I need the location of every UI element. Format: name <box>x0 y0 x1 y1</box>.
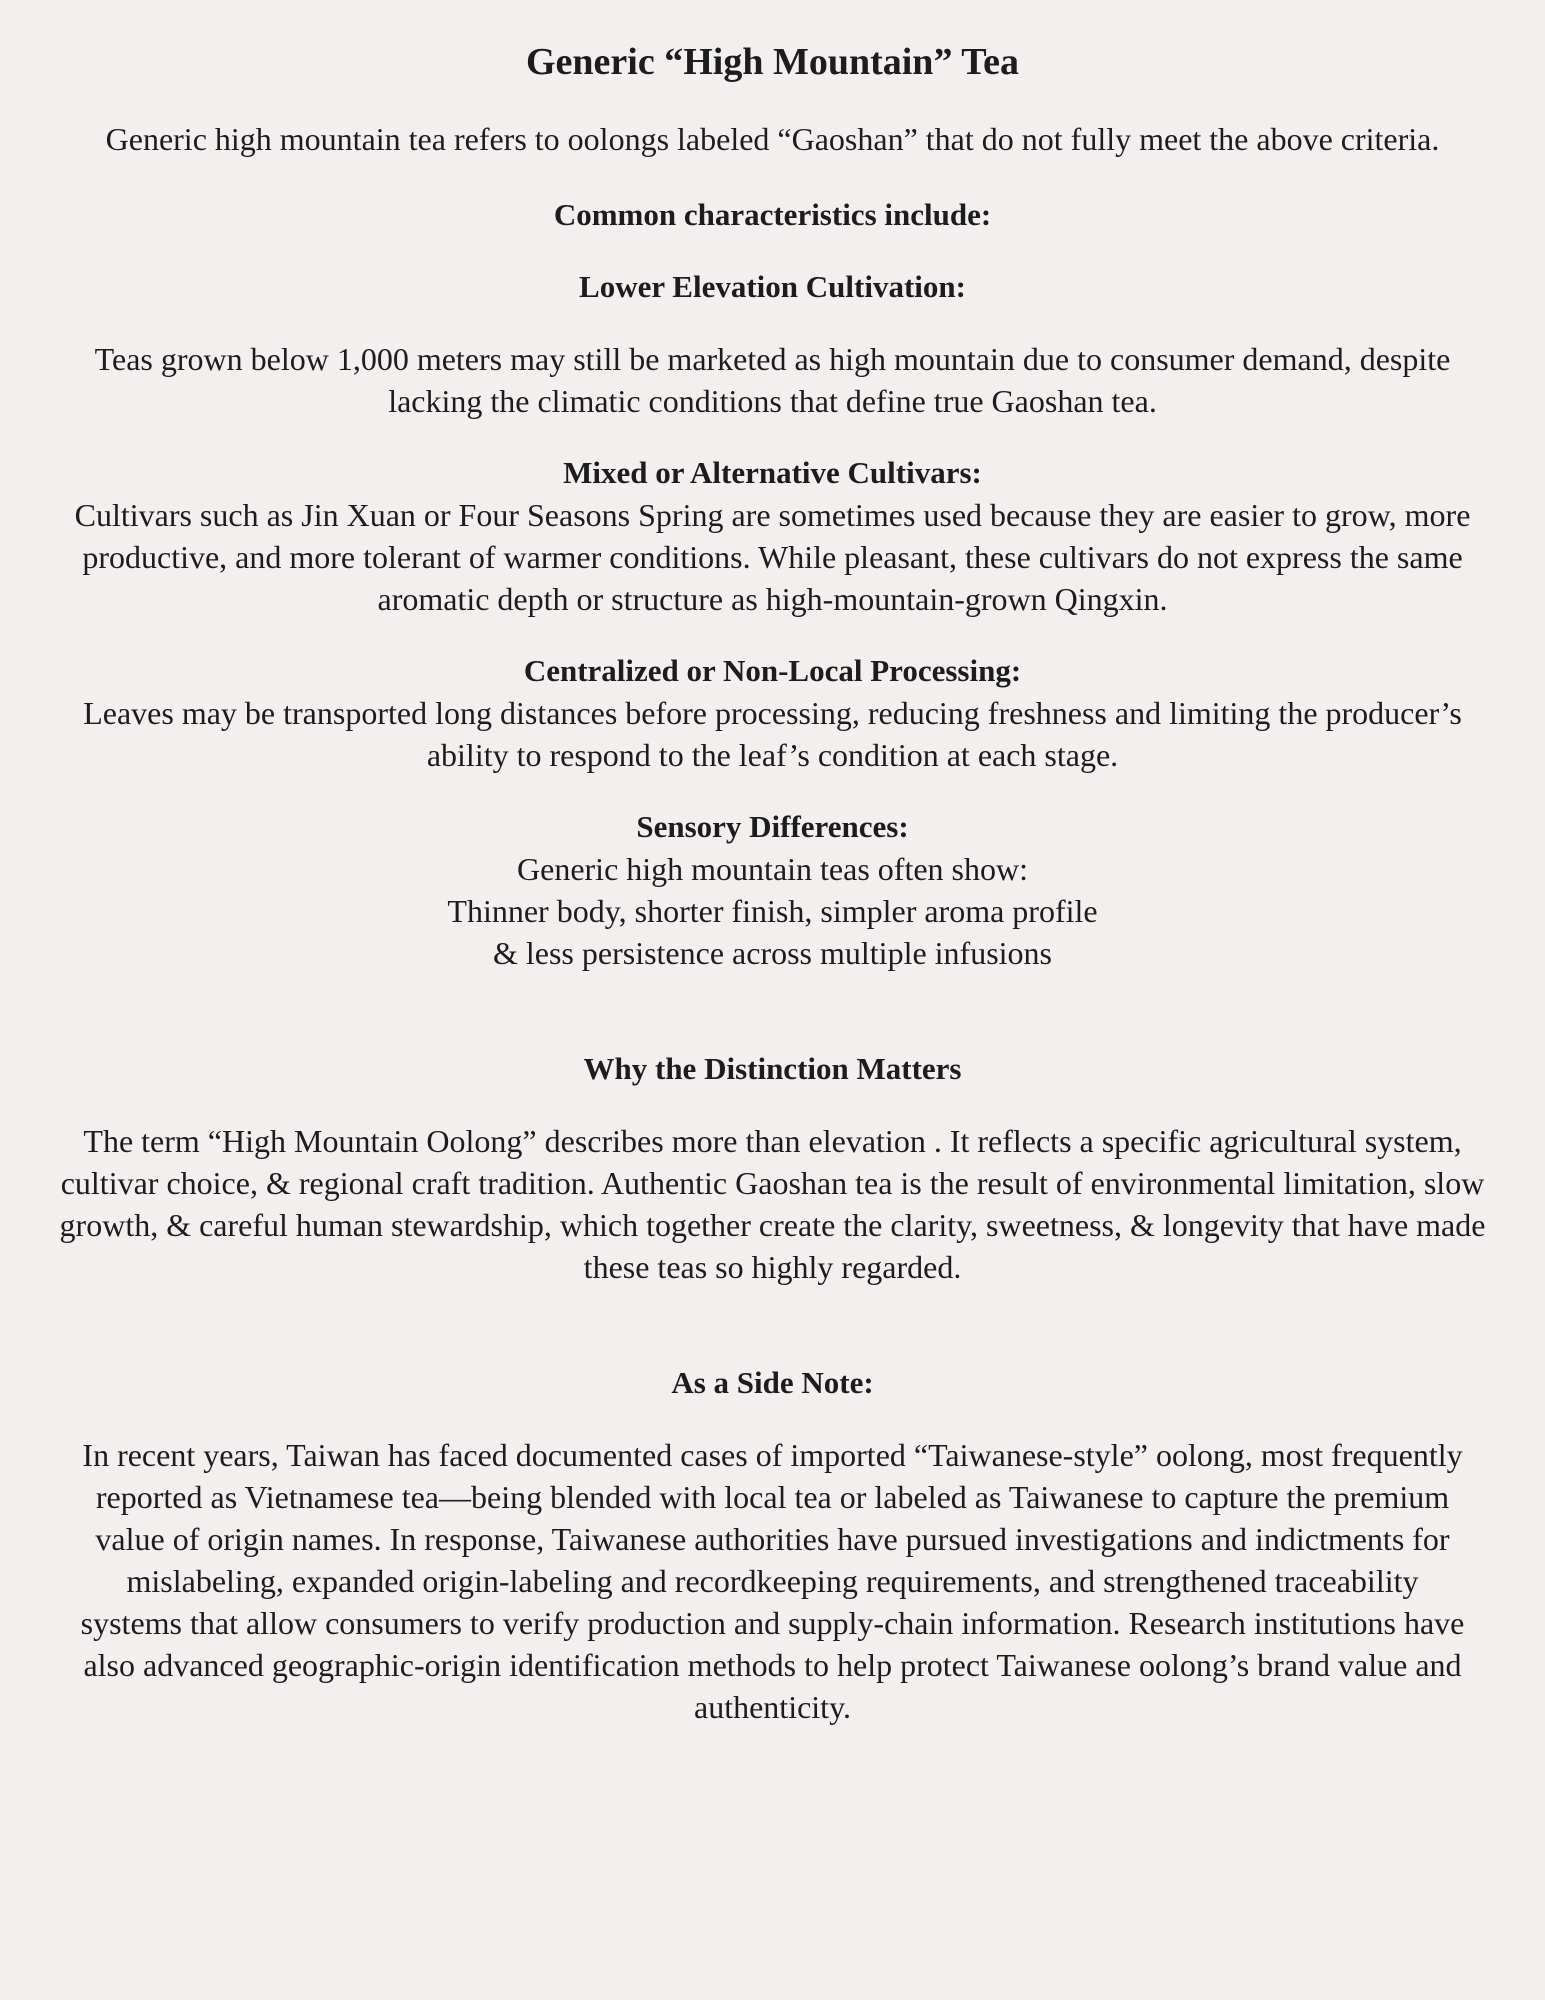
side-note-paragraph: In recent years, Taiwan has faced documented cases of imported “Taiwanese-style” oolong, most frequently reported as Vietnamese tea—being blended with local tea or labeled as Taiwanese to capture the premium value of origin names. In response, Taiwanese authorities have pursued investigations and indictments for mislabeling, expanded origin-labeling and recordkeeping requirements, and strengthened traceability systems that allow consumers to verify production and supply-chain information. Research institutions have also advanced geographic-origin identification methods to help protect Taiwanese oolong’s brand value and authenticity. <box>80 1437 1465 1725</box>
side-note-heading: As a Side Note: <box>671 1365 874 1400</box>
section-heading-lower-elevation: Lower Elevation Cultivation: <box>579 269 966 304</box>
common-characteristics-heading: Common characteristics include: <box>553 197 992 232</box>
sensory-line: Generic high mountain teas often show: <box>517 851 1028 887</box>
sensory-line: & less persistence across multiple infusions <box>492 935 1052 971</box>
section-heading-mixed-cultivars: Mixed or Alternative Cultivars: <box>563 455 982 490</box>
intro-paragraph: Generic high mountain tea refers to oolongs labeled “Gaoshan” that do not fully meet the above criteria. <box>105 121 1440 157</box>
section-heading-centralized-processing: Centralized or Non-Local Processing: <box>523 653 1022 688</box>
distinction-paragraph: The term “High Mountain Oolong” describes more than elevation . It reflects a specific agricultural system, cultivar choice, & regional craft tradition. Authentic Gaoshan tea is the result of environmental limitation, slow growth, & careful human stewardship, which together create the clarity, sweetness, & longevity that have made these teas so highly regarded. <box>59 1123 1486 1285</box>
sensory-line: Thinner body, shorter finish, simpler aroma profile <box>447 893 1098 929</box>
section-text-lower-elevation: Teas grown below 1,000 meters may still be marketed as high mountain due to consumer demand, despite lacking the climatic conditions that define true Gaoshan tea. <box>94 341 1451 419</box>
section-text-mixed-cultivars: Cultivars such as Jin Xuan or Four Seasons Spring are sometimes used because they are easier to grow, more productive, and more tolerant of warmer conditions. While pleasant, these cultivars do not express the same aromatic depth or structure as high-mountain-grown Qingxin. <box>74 497 1471 617</box>
page-title: Generic “High Mountain” Tea <box>526 41 1019 83</box>
section-text-centralized-processing: Leaves may be transported long distances before processing, reducing freshness and limiting the producer’s ability to respond to the leaf’s condition at each stage. <box>83 695 1462 773</box>
distinction-heading: Why the Distinction Matters <box>583 1051 962 1086</box>
section-heading-sensory-differences: Sensory Differences: <box>636 809 909 844</box>
